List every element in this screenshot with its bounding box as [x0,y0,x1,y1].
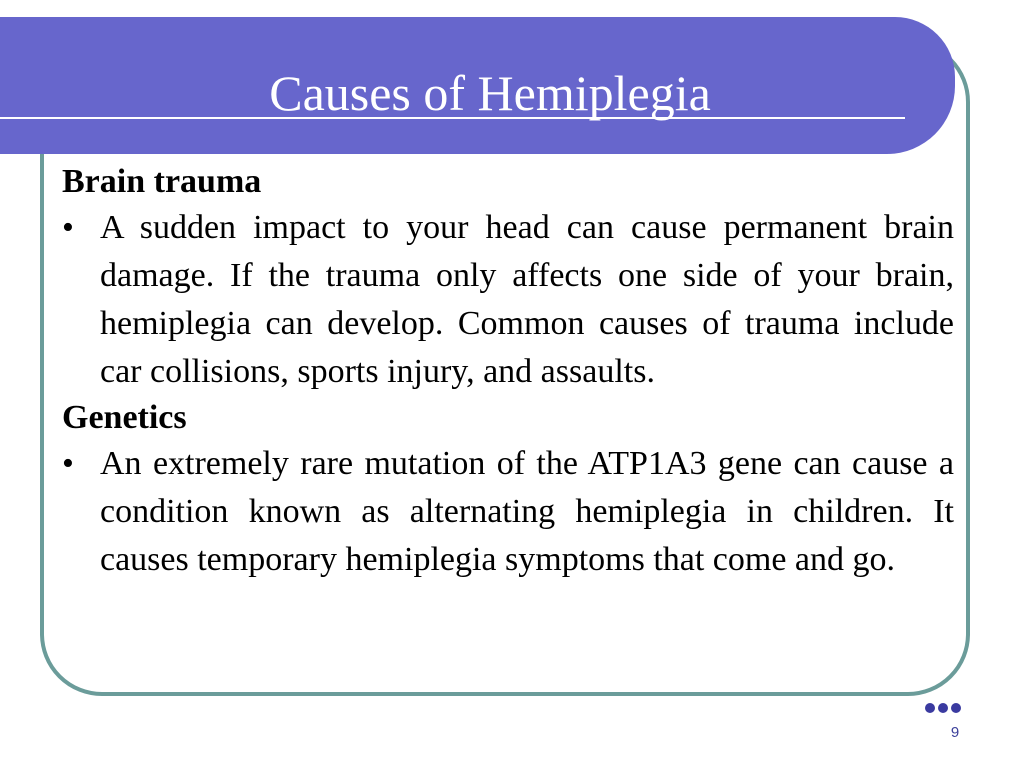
bullet-icon: • [62,445,74,482]
bullet-text-genetics: An extremely rare mutation of the ATP1A3 gene can cause a condition known as alternating hemiplegia in children. It causes temporary hemiplegia symptoms that come and go. [100,445,954,578]
slide-title: Causes of Hemiplegia [269,65,711,121]
page-number: 9 [950,724,960,741]
section-heading-genetics: Genetics [62,399,187,436]
bullet-genetics [62,440,954,584]
bullet-icon: • [62,209,74,246]
slide-content [62,160,954,584]
bullet-brain-trauma [62,204,954,396]
section-heading-brain-trauma: Brain trauma [62,163,262,200]
ellipsis-dots-icon [925,698,965,718]
bullet-text-brain-trauma: A sudden impact to your head can cause permanent brain damage. If the trauma only affects one side of your brain, hemiplegia can develop. Common causes of trauma include car collisions, sports injury, and assaults. [100,209,954,390]
